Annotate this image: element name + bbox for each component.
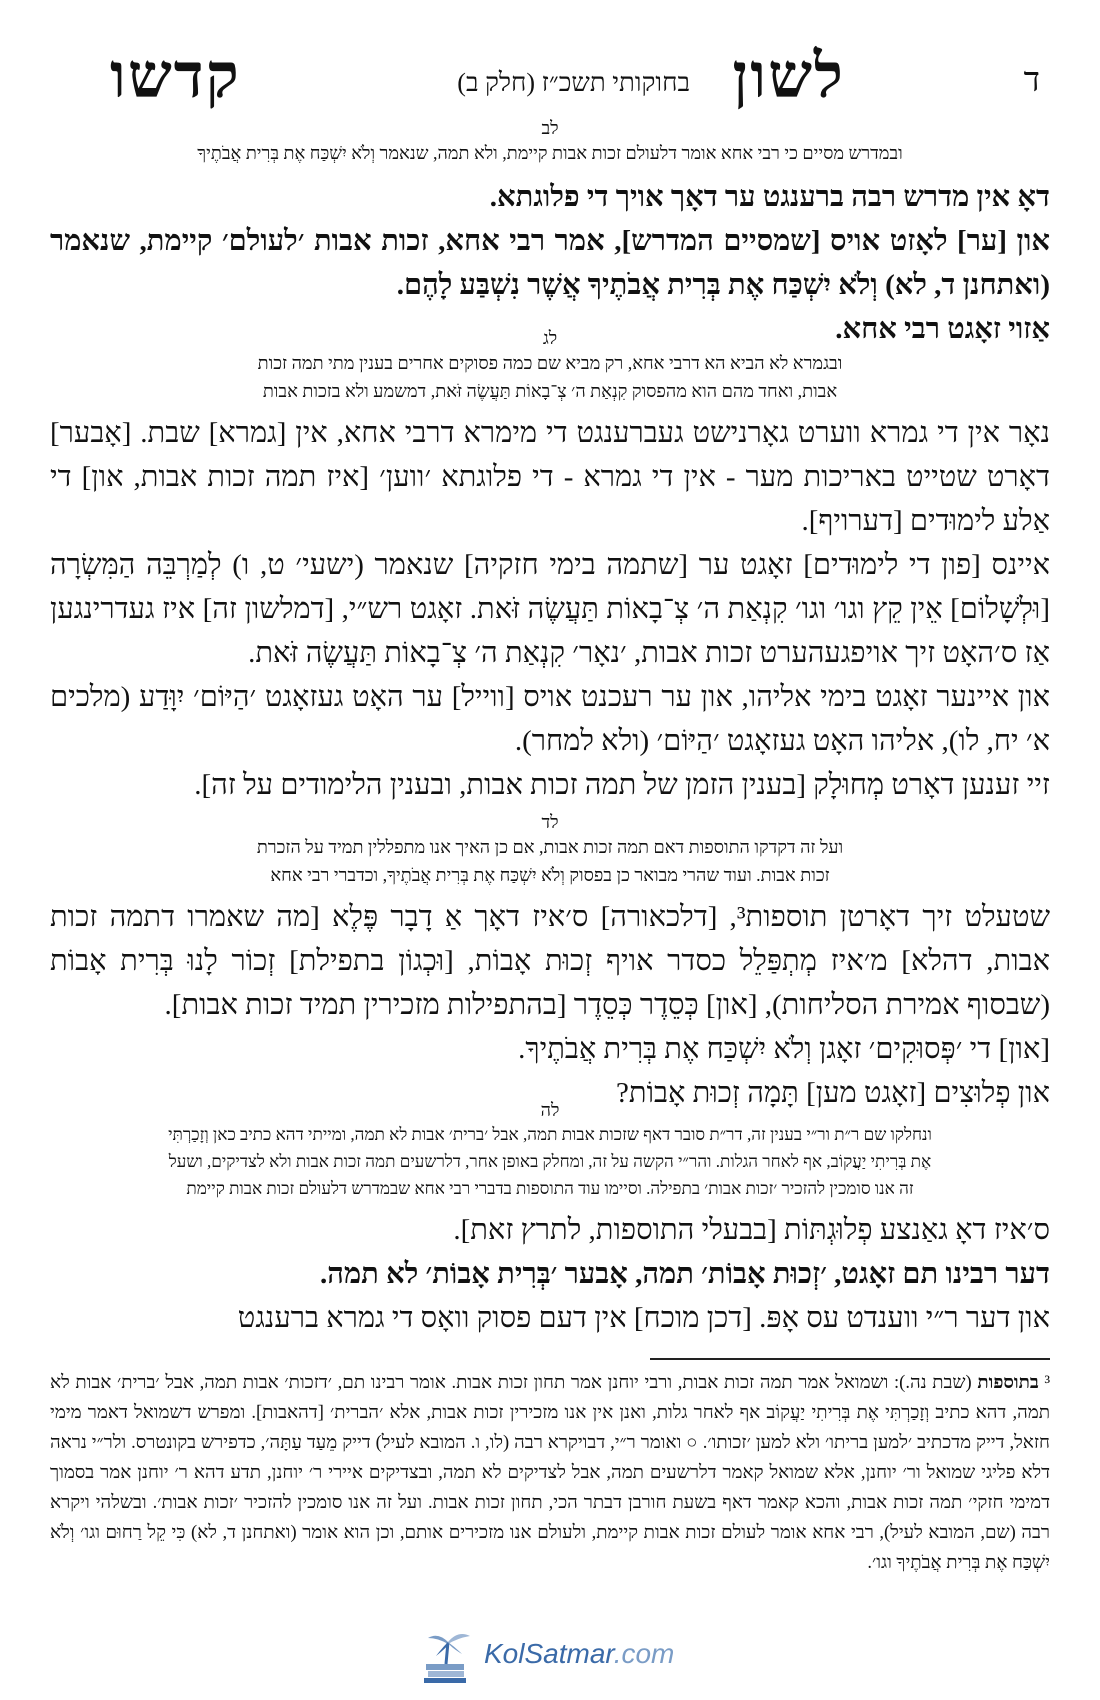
body-paragraph: שטעלט זיך דאָרטן תוספות³, [דלכאורה] ס׳איז דאָך אַ דָבָר פֶּלֶא [מה שאמרו דתמה זכות אבות, דהלא] מ׳איז מְתְפַּלֵל כסדר אויף זְכוּת אָבוֹת, [וּכְגוֹן בתפילת] זְכוֹר לָנוּ בְּרִית אָבוֹת (שבסוף אמירת הסליחות), [און] כְּסֵדֶר כְּסֵדֶר [בהתפילות מזכירין תמיד זכות אבות]. bbox=[50, 901, 1050, 1021]
section-source bbox=[50, 139, 1050, 167]
body-paragraph: און דער ר״י ווענדט עס אָפּ. [דכן מוכח] אין דעם פסוק וואָס די גמרא ברענגט bbox=[237, 1302, 1050, 1334]
source-line: אֶת בְּרִיתִי יַעֲקוֹב, אף לאחר הגלות. והר״י הקשה על זה, ומחלק באופן אחר, דלרשעים תמה זכות אבות ולא לצדיקים, ושעל bbox=[168, 1152, 932, 1171]
footnote-ref: (שבת נה.) bbox=[899, 1373, 972, 1393]
watermark-domain: .com bbox=[613, 1638, 675, 1669]
source-line: ובמדרש מסיים כי רבי אחא אומר דלעולם זכות אבות קיימת, ולא תמה, שנאמר וְלֹא יִשְׁכַּח אֶת בְּרִית אֲבֹתֶיךָ bbox=[197, 143, 903, 163]
section-33 bbox=[50, 328, 1050, 807]
body-paragraph: און איינער זאָגט בימי אליהו, און ער רעכנט אויס [ווייל] ער האָט געזאָגט ׳הַיּוֹם׳ יִוָּדַע (מלכים א׳ יח, לו), אליהו האָט געזאָגט ׳הַיּוֹם׳ (ולא למחר). bbox=[50, 681, 1050, 757]
body-paragraph: ס׳איז דאָ גאַנצע פְלוּגְתּוֹת [בבעלי התוספות, לתרץ זאת]. bbox=[453, 1214, 1050, 1246]
body-paragraph: [און] די ׳פְּסוּקִים׳ זאָגן וְלֹא יִשְׁכַּח אֶת בְּרִית אֲבֹתֶיךָ. bbox=[518, 1033, 1050, 1065]
footnote-lead: בתוספות bbox=[977, 1373, 1039, 1393]
section-number: לה bbox=[540, 1100, 560, 1120]
running-subtitle: בחוקותי תשכ״ז (חלק ב) bbox=[457, 68, 690, 97]
section-35 bbox=[50, 1100, 1050, 1340]
running-title-right: לשון bbox=[732, 43, 845, 111]
body-paragraph: אַזוי זאָגט רבי אחא. bbox=[835, 313, 1050, 345]
section-34 bbox=[50, 812, 1050, 1115]
body-paragraph: איינס [פון די לימוּדים] זאָגט ער [שתמה בימי חזקיה] שנאמר (ישעי׳ ט, ו) לְמַרְבֵּה הַמִּשְׂרָה [וּלְשָׁלוֹם] אֵין קֵץ וגו׳ וגו׳ קִנְאַת ה׳ צְ־בָאוֹת תַּעֲשֶׂה זֹּאת. זאָגט רש״י, [דמלשון זה] איז געדרינגען אַז ס׳האָט זיך אויפגעהערט זכות אבות, ׳נאָר׳ קִנְאַת ה׳ צְ־בָאוֹת תַּעֲשֶׂה זֹּאת. bbox=[50, 549, 1050, 669]
body-paragraph: דער רבינו תם זאָגט, ׳זְכוּת אָבוֹת׳ תמה, אָבער ׳בְּרִית אָבוֹת׳ לא תמה. bbox=[320, 1258, 1050, 1290]
source-line: זה אנו סומכין להזכיר ׳זכות אבות׳ בתפילה. וסיימו עוד התוספות בדברי רבי אחא שבמדרש דלעולם זכות אבות קיימת bbox=[186, 1179, 914, 1198]
section-number: לג bbox=[542, 328, 558, 348]
section-32 bbox=[50, 118, 1050, 351]
watermark-name: KolSatmar bbox=[484, 1638, 614, 1669]
footnote-divider bbox=[650, 1358, 1050, 1360]
section-number: לב bbox=[541, 118, 559, 138]
source-line: ובגמרא לא הביא הא דרבי אחא, רק מביא שם כמה פסוקים אחרים בענין מתי תמה זכות bbox=[257, 353, 843, 373]
watermark-text bbox=[484, 1638, 674, 1670]
footnote-text: : ושמואל אמר תמה זכות אבות, ורבי יוחנן אמר תחון זכות אבות. אומר רבינו תם, ׳דזכות׳ אבות תמה, אבל ׳ברית׳ אבות לא תמה, דהא כתיב וְזָכַרְתִּי אֶת בְּרִיתִי יַעֲקוֹב אף לאחר גלות, ואנן אין אנו מזכירין זכות אבות, אלא ׳הברית׳ [דהאבות]. ומפרש דשמואל דאמר מימי חזאל, דייק מדכתיב ׳למען בריתו׳ ולא למען ׳זכותו׳. ○ ואומר ר״י, דבויקרא רבה (לו, ו. המובא לעיל) דייק מֵעַד עַתָּה׳, כדפירש בקונטרס. ולר״י נראה דלא פליגי שמואל ור׳ יוחנן, אלא שמואל קאמר דלרשעים תמה, אבל לצדיקים לא תמה, ובצדיקים איירי ר׳ יוחנן, תדע דהא ר׳ יוחנן אמר בסמוך דמימי חזקי׳ תמה זכות אבות, והכא קאמר דאף בשעת חורבן דבתר הכי, תחון זכות אבות. ועל זה אנו סומכין להזכיר ׳זכות אבות׳. ובשלהי ויקרא רבה (שם, המובא לעיל), רבי אחא אומר לעולם זכות אבות קיימת, ולעולם אנו מזכירים אותם, וכן הוא אומר (ואתחנן ד, לא) כִּי קֵל רַחוּם וגו׳ וְלֹא יִשְׁכַּח אֶת בְּרִית אֲבֹתֶיךָ וגו׳. bbox=[50, 1373, 1050, 1573]
source-line: ועל זה דקדקו התוספות דאם תמה זכות אבות, אם כן האיך אנו מתפללין תמיד על הזכרת bbox=[256, 837, 844, 857]
body-paragraph: און פְלוּצִים [זאָגט מען] תָּמָה זְכוּת אָבוֹת? bbox=[616, 1077, 1050, 1109]
section-source bbox=[50, 349, 1050, 405]
body-paragraph: דאָ אין מדרש רבה ברענגט ער דאָך אויך די פלוגתא. bbox=[489, 181, 1050, 213]
page-number: ד bbox=[1023, 62, 1040, 99]
section-source bbox=[50, 833, 1050, 889]
footnote-marker: ³ bbox=[1044, 1373, 1051, 1393]
source-line: זכות אבות. ועוד שהרי מבואר כן בפסוק וְלֹא יִשְׁכַּח אֶת בְּרִית אֲבֹתֶיךָ, וכדברי רבי אחא bbox=[270, 865, 830, 885]
palm-tree-books-icon bbox=[420, 1628, 480, 1684]
body-paragraph: נאָר אין די גמרא ווערט גאָרנישט געברענגט די מימרא דרבי אחא, אין [גמרא] שבת. [אָבער] דאָרט שטייט באריכות מער - אין די גמרא - די פלוגתא ׳ווען׳ [איז תמה זכות אבות, און] די אַלע לימוּדים [דערויף]. bbox=[50, 417, 1050, 537]
kolsatmar-watermark bbox=[420, 1628, 680, 1684]
body-paragraph: און [ער] לאָזט אויס [שמסיים המדרש], אמר רבי אחא, זכות אבות ׳לעולם׳ קיימת, שנאמר (ואתחנן ד, לא) וְלֹא יִשְׁכַּח אֶת בְּרִית אֲבֹתֶיךָ אֲשֶׁר נִשְׁבַּע לָהֶם. bbox=[50, 225, 1050, 301]
source-line: ונחלקו שם ר״ת ור״י בענין זה, דר״ת סובר דאף שזכות אבות תמה, אבל ׳ברית׳ אבות לא תמה, ומייתי דהא כתיב כאן וְזָכַרְתִּי bbox=[168, 1125, 932, 1144]
body-paragraph: זיי זענען דאָרט מְחוּלָק [בענין הזמן של תמה זכות אבות, ובענין הלימודים על זה]. bbox=[194, 769, 1050, 801]
running-title-left: קדשו bbox=[110, 43, 241, 111]
footnote bbox=[50, 1368, 1050, 1578]
source-line: אבות, ואחד מהם הוא מהפסוק קִנְאַת ה׳ צְ־בָאוֹת תַּעֲשֶׂה זֹּאת, דמשמע ולא בזכות אבות bbox=[262, 381, 838, 401]
section-source bbox=[50, 1121, 1050, 1202]
footnote-paragraph bbox=[50, 1368, 1050, 1578]
section-number: לד bbox=[541, 812, 559, 832]
